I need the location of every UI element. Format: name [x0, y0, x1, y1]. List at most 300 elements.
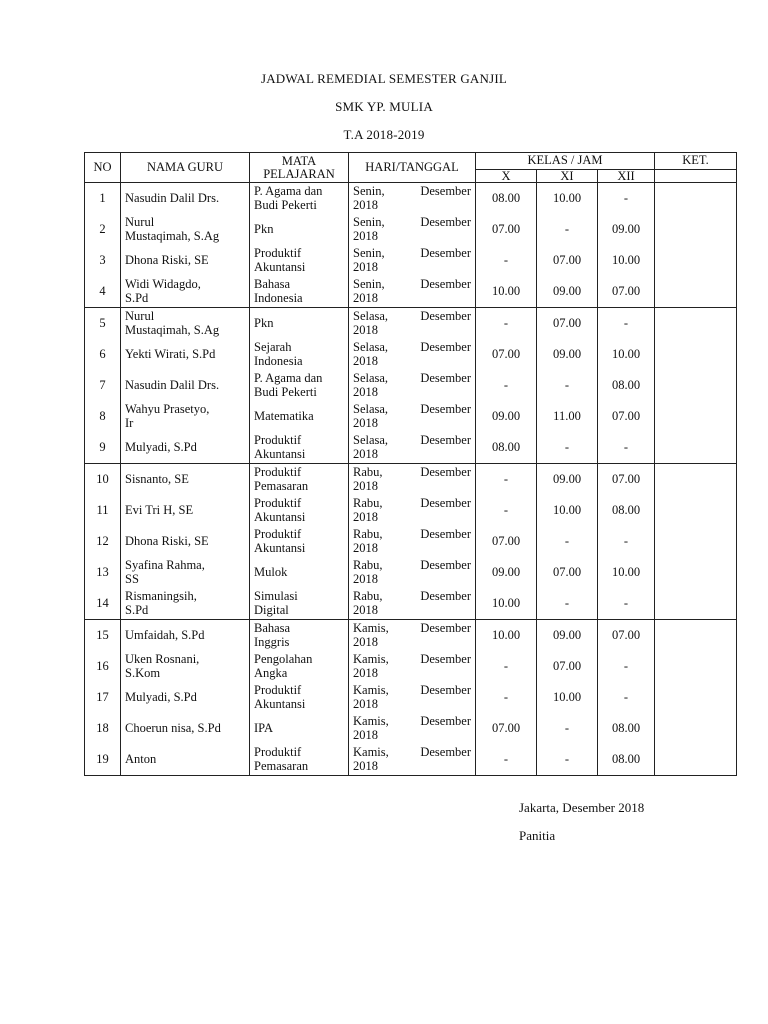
- cell-jam-x: 07.00: [476, 526, 537, 557]
- cell-mata-pelajaran: [250, 308, 349, 340]
- cell-nama-guru: [121, 464, 250, 496]
- header-no: NO: [85, 153, 121, 183]
- cell-mata-pelajaran: [250, 495, 349, 526]
- day-name: Rabu,: [353, 527, 383, 541]
- subject-line: Akuntansi: [254, 259, 306, 274]
- cell-jam-xi: 07.00: [537, 308, 598, 340]
- month-name: Desember: [420, 714, 471, 728]
- month-name: Desember: [420, 652, 471, 666]
- month-name: Desember: [420, 433, 471, 447]
- signer-label: Panitia: [519, 828, 556, 843]
- day-name: Rabu,: [353, 589, 383, 603]
- teacher-name-line: Nasudin Dalil Drs.: [125, 377, 220, 392]
- cell-nama-guru: [121, 495, 250, 526]
- cell-jam-xi: 09.00: [537, 276, 598, 308]
- teacher-name-line: Dhona Riski, SE: [125, 252, 209, 267]
- day-name: Kamis,: [353, 745, 389, 759]
- cell-jam-x: 07.00: [476, 214, 537, 245]
- teacher-name-line: Rismaningsih,: [125, 589, 197, 603]
- cell-no: 6: [85, 339, 121, 370]
- cell-jam-x: -: [476, 370, 537, 401]
- cell-jam-xii: 08.00: [598, 713, 655, 744]
- teacher-name-line: Yekti Wirati, S.Pd: [125, 346, 216, 361]
- cell-jam-x: 10.00: [476, 276, 537, 308]
- date-line: [353, 622, 471, 636]
- month-name: Desember: [420, 402, 471, 416]
- teacher-name-line: Mulyadi, S.Pd: [125, 439, 197, 454]
- table-row: [85, 308, 737, 340]
- table-row: [85, 370, 737, 401]
- cell-no: 5: [85, 308, 121, 340]
- date-line: [353, 497, 471, 511]
- table-row: [85, 651, 737, 682]
- subject-line: P. Agama dan: [254, 371, 323, 385]
- cell-jam-xii: 10.00: [598, 557, 655, 588]
- subject-line: Akuntansi: [254, 446, 306, 461]
- cell-nama-guru: [121, 620, 250, 652]
- cell-ket: [655, 464, 737, 496]
- header-kelas-xi: XI: [537, 170, 598, 183]
- day-name: Rabu,: [353, 465, 383, 479]
- cell-nama-guru: [121, 713, 250, 744]
- cell-jam-xi: -: [537, 744, 598, 776]
- cell-nama-guru: [121, 276, 250, 308]
- cell-mata-pelajaran: [250, 588, 349, 620]
- date-line: [353, 434, 471, 448]
- cell-ket: [655, 495, 737, 526]
- subject-line: Bahasa: [254, 621, 291, 635]
- cell-ket: [655, 276, 737, 308]
- date-line: [353, 466, 471, 480]
- cell-jam-x: -: [476, 682, 537, 713]
- cell-hari-tanggal: [349, 370, 476, 401]
- subject-line: Produktif: [254, 683, 302, 697]
- subject-line: IPA: [254, 720, 273, 735]
- cell-hari-tanggal: [349, 245, 476, 276]
- day-name: Kamis,: [353, 652, 389, 666]
- cell-jam-x: 10.00: [476, 588, 537, 620]
- year: 2018: [353, 478, 378, 493]
- cell-jam-x: -: [476, 495, 537, 526]
- cell-jam-x: 09.00: [476, 557, 537, 588]
- table-row: [85, 214, 737, 245]
- cell-jam-xi: -: [537, 526, 598, 557]
- cell-ket: [655, 713, 737, 744]
- cell-jam-xii: 07.00: [598, 464, 655, 496]
- cell-jam-xi: 09.00: [537, 464, 598, 496]
- day-name: Rabu,: [353, 496, 383, 510]
- subject-line: Matematika: [254, 408, 314, 423]
- cell-mata-pelajaran: [250, 526, 349, 557]
- cell-no: 19: [85, 744, 121, 776]
- table-row: [85, 464, 737, 496]
- teacher-name-line: SS: [125, 571, 139, 586]
- subject-line: Produktif: [254, 496, 302, 510]
- month-name: Desember: [420, 371, 471, 385]
- cell-nama-guru: [121, 370, 250, 401]
- date-line: [353, 278, 471, 292]
- cell-nama-guru: [121, 744, 250, 776]
- subject-line: Mulok: [254, 564, 288, 579]
- table-row: [85, 682, 737, 713]
- month-name: Desember: [420, 277, 471, 291]
- cell-jam-x: 07.00: [476, 339, 537, 370]
- subject-line: P. Agama dan: [254, 184, 323, 198]
- cell-mata-pelajaran: [250, 432, 349, 464]
- teacher-name-line: Mustaqimah, S.Ag: [125, 228, 220, 243]
- cell-jam-xi: 07.00: [537, 557, 598, 588]
- cell-hari-tanggal: [349, 744, 476, 776]
- day-name: Senin,: [353, 184, 385, 198]
- cell-hari-tanggal: [349, 401, 476, 432]
- cell-jam-xii: 10.00: [598, 339, 655, 370]
- cell-no: 9: [85, 432, 121, 464]
- cell-ket: [655, 651, 737, 682]
- cell-nama-guru: [121, 401, 250, 432]
- subject-line: Akuntansi: [254, 540, 306, 555]
- cell-hari-tanggal: [349, 651, 476, 682]
- header-ket-blank: [655, 170, 737, 183]
- cell-nama-guru: [121, 308, 250, 340]
- year: 2018: [353, 602, 378, 617]
- header-nama-guru: NAMA GURU: [121, 153, 250, 183]
- cell-hari-tanggal: [349, 276, 476, 308]
- cell-jam-xi: 09.00: [537, 620, 598, 652]
- day-name: Rabu,: [353, 558, 383, 572]
- cell-nama-guru: [121, 339, 250, 370]
- remedial-schedule-table: [84, 152, 737, 776]
- month-name: Desember: [420, 184, 471, 198]
- teacher-name-line: S.Kom: [125, 665, 161, 680]
- header-mata-pelajaran-line2: PELAJARAN: [263, 166, 335, 181]
- cell-hari-tanggal: [349, 713, 476, 744]
- subject-line: Indonesia: [254, 353, 303, 368]
- cell-jam-xi: -: [537, 432, 598, 464]
- teacher-name-line: Nurul: [125, 309, 155, 323]
- table-row: [85, 620, 737, 652]
- subject-line: Sejarah: [254, 340, 292, 354]
- cell-no: 18: [85, 713, 121, 744]
- cell-ket: [655, 401, 737, 432]
- subject-line: Pkn: [254, 221, 274, 236]
- table-row: [85, 245, 737, 276]
- year: 2018: [353, 696, 378, 711]
- cell-jam-x: 09.00: [476, 401, 537, 432]
- teacher-name-line: Uken Rosnani,: [125, 652, 200, 666]
- cell-mata-pelajaran: [250, 620, 349, 652]
- day-name: Selasa,: [353, 402, 389, 416]
- teacher-name-line: S.Pd: [125, 602, 149, 617]
- cell-jam-x: 07.00: [476, 713, 537, 744]
- cell-jam-x: -: [476, 308, 537, 340]
- teacher-name-line: Ir: [125, 415, 134, 430]
- subject-line: Angka: [254, 665, 288, 680]
- cell-jam-x: 08.00: [476, 432, 537, 464]
- date-line: [353, 247, 471, 261]
- cell-mata-pelajaran: [250, 682, 349, 713]
- cell-mata-pelajaran: [250, 744, 349, 776]
- cell-jam-xii: 09.00: [598, 214, 655, 245]
- table-row: [85, 588, 737, 620]
- subject-line: Produktif: [254, 527, 302, 541]
- year: 2018: [353, 290, 378, 305]
- cell-mata-pelajaran: [250, 370, 349, 401]
- month-name: Desember: [420, 558, 471, 572]
- cell-no: 16: [85, 651, 121, 682]
- header-mata-pelajaran: [250, 153, 349, 183]
- subject-line: Akuntansi: [254, 509, 306, 524]
- cell-jam-xii: 08.00: [598, 370, 655, 401]
- month-name: Desember: [420, 527, 471, 541]
- table-row: [85, 339, 737, 370]
- subject-line: Indonesia: [254, 290, 303, 305]
- cell-jam-xi: 11.00: [537, 401, 598, 432]
- year: 2018: [353, 322, 378, 337]
- place-date: Jakarta, Desember 2018: [519, 800, 645, 815]
- cell-jam-xi: -: [537, 713, 598, 744]
- date-line: [353, 216, 471, 230]
- teacher-name-line: Evi Tri H, SE: [125, 502, 194, 517]
- date-line: [353, 528, 471, 542]
- cell-jam-xii: 07.00: [598, 401, 655, 432]
- cell-jam-xii: -: [598, 682, 655, 713]
- cell-no: 17: [85, 682, 121, 713]
- cell-ket: [655, 183, 737, 215]
- date-line: [353, 372, 471, 386]
- subject-line: Pkn: [254, 315, 274, 330]
- day-name: Senin,: [353, 246, 385, 260]
- cell-jam-x: -: [476, 651, 537, 682]
- cell-mata-pelajaran: [250, 401, 349, 432]
- subject-line: Simulasi: [254, 589, 298, 603]
- cell-jam-xii: -: [598, 526, 655, 557]
- cell-no: 10: [85, 464, 121, 496]
- cell-hari-tanggal: [349, 183, 476, 215]
- cell-ket: [655, 432, 737, 464]
- date-line: [353, 185, 471, 199]
- cell-jam-xii: -: [598, 308, 655, 340]
- cell-ket: [655, 308, 737, 340]
- cell-ket: [655, 588, 737, 620]
- document-title: JADWAL REMEDIAL SEMESTER GANJIL: [260, 71, 508, 86]
- cell-jam-x: -: [476, 464, 537, 496]
- cell-hari-tanggal: [349, 588, 476, 620]
- year: 2018: [353, 540, 378, 555]
- teacher-name-line: Umfaidah, S.Pd: [125, 627, 205, 642]
- header-kelas-jam: KELAS / JAM: [476, 153, 655, 170]
- cell-no: 12: [85, 526, 121, 557]
- day-name: Kamis,: [353, 683, 389, 697]
- cell-mata-pelajaran: [250, 651, 349, 682]
- cell-jam-xi: 10.00: [537, 183, 598, 215]
- day-name: Selasa,: [353, 371, 389, 385]
- month-name: Desember: [420, 465, 471, 479]
- date-line: [353, 403, 471, 417]
- cell-no: 2: [85, 214, 121, 245]
- subject-line: Bahasa: [254, 277, 291, 291]
- cell-jam-xii: -: [598, 183, 655, 215]
- subject-line: Produktif: [254, 465, 302, 479]
- teacher-name-line: Mustaqimah, S.Ag: [125, 322, 220, 337]
- academic-year: T.A 2018-2019: [343, 127, 425, 142]
- cell-hari-tanggal: [349, 339, 476, 370]
- teacher-name-line: Choerun nisa, S.Pd: [125, 720, 221, 735]
- cell-jam-xi: -: [537, 370, 598, 401]
- subject-line: Produktif: [254, 745, 302, 759]
- teacher-name-line: Nasudin Dalil Drs.: [125, 190, 220, 205]
- cell-no: 4: [85, 276, 121, 308]
- cell-jam-xi: -: [537, 588, 598, 620]
- teacher-name-line: Mulyadi, S.Pd: [125, 689, 197, 704]
- cell-nama-guru: [121, 682, 250, 713]
- cell-jam-xii: 07.00: [598, 276, 655, 308]
- table-row: [85, 557, 737, 588]
- cell-hari-tanggal: [349, 308, 476, 340]
- header-hari-tanggal: HARI/TANGGAL: [349, 153, 476, 183]
- teacher-name-line: Sisnanto, SE: [125, 471, 189, 486]
- cell-jam-xii: 07.00: [598, 620, 655, 652]
- teacher-name-line: Anton: [125, 751, 157, 766]
- date-line: [353, 653, 471, 667]
- month-name: Desember: [420, 496, 471, 510]
- date-line: [353, 310, 471, 324]
- cell-jam-x: -: [476, 245, 537, 276]
- cell-jam-xii: -: [598, 588, 655, 620]
- cell-ket: [655, 245, 737, 276]
- cell-hari-tanggal: [349, 214, 476, 245]
- day-name: Selasa,: [353, 433, 389, 447]
- cell-jam-xii: 08.00: [598, 495, 655, 526]
- cell-ket: [655, 744, 737, 776]
- header-kelas-x: X: [476, 170, 537, 183]
- cell-jam-xii: 10.00: [598, 245, 655, 276]
- cell-hari-tanggal: [349, 495, 476, 526]
- subject-line: Inggris: [254, 634, 290, 649]
- cell-no: 1: [85, 183, 121, 215]
- cell-hari-tanggal: [349, 526, 476, 557]
- cell-jam-xi: 10.00: [537, 495, 598, 526]
- subject-line: Produktif: [254, 433, 302, 447]
- teacher-name-line: Wahyu Prasetyo,: [125, 402, 210, 416]
- cell-mata-pelajaran: [250, 557, 349, 588]
- month-name: Desember: [420, 683, 471, 697]
- cell-nama-guru: [121, 557, 250, 588]
- subject-line: Produktif: [254, 246, 302, 260]
- month-name: Desember: [420, 745, 471, 759]
- date-line: [353, 746, 471, 760]
- cell-jam-x: 10.00: [476, 620, 537, 652]
- header-kelas-xii: XII: [598, 170, 655, 183]
- subject-line: Budi Pekerti: [254, 384, 317, 399]
- cell-no: 13: [85, 557, 121, 588]
- month-name: Desember: [420, 246, 471, 260]
- year: 2018: [353, 571, 378, 586]
- year: 2018: [353, 197, 378, 212]
- year: 2018: [353, 634, 378, 649]
- day-name: Senin,: [353, 215, 385, 229]
- year: 2018: [353, 228, 378, 243]
- month-name: Desember: [420, 621, 471, 635]
- table-row: [85, 276, 737, 308]
- subject-line: Pengolahan: [254, 652, 313, 666]
- cell-jam-xi: -: [537, 214, 598, 245]
- cell-jam-x: -: [476, 744, 537, 776]
- date-line: [353, 341, 471, 355]
- year: 2018: [353, 509, 378, 524]
- cell-ket: [655, 370, 737, 401]
- cell-nama-guru: [121, 588, 250, 620]
- cell-no: 14: [85, 588, 121, 620]
- year: 2018: [353, 259, 378, 274]
- cell-hari-tanggal: [349, 557, 476, 588]
- cell-mata-pelajaran: [250, 214, 349, 245]
- cell-nama-guru: [121, 245, 250, 276]
- teacher-name-line: Nurul: [125, 215, 155, 229]
- header-mata-pelajaran-line1: MATA: [281, 153, 317, 168]
- cell-jam-xi: 10.00: [537, 682, 598, 713]
- cell-ket: [655, 526, 737, 557]
- table-row: [85, 526, 737, 557]
- teacher-name-line: Widi Widagdo,: [125, 277, 201, 291]
- table-row: [85, 495, 737, 526]
- cell-ket: [655, 620, 737, 652]
- day-name: Kamis,: [353, 714, 389, 728]
- cell-mata-pelajaran: [250, 183, 349, 215]
- cell-mata-pelajaran: [250, 245, 349, 276]
- table-row: [85, 713, 737, 744]
- year: 2018: [353, 384, 378, 399]
- cell-no: 8: [85, 401, 121, 432]
- subject-line: Digital: [254, 602, 289, 617]
- subject-line: Pemasaran: [254, 478, 309, 493]
- month-name: Desember: [420, 215, 471, 229]
- cell-jam-xii: 08.00: [598, 744, 655, 776]
- cell-hari-tanggal: [349, 620, 476, 652]
- header-ket: KET.: [655, 153, 737, 170]
- cell-jam-xi: 07.00: [537, 245, 598, 276]
- cell-jam-x: 08.00: [476, 183, 537, 215]
- year: 2018: [353, 758, 378, 773]
- year: 2018: [353, 727, 378, 742]
- cell-nama-guru: [121, 432, 250, 464]
- subject-line: Akuntansi: [254, 696, 306, 711]
- cell-jam-xii: -: [598, 432, 655, 464]
- date-line: [353, 715, 471, 729]
- cell-no: 7: [85, 370, 121, 401]
- day-name: Selasa,: [353, 309, 389, 323]
- cell-hari-tanggal: [349, 432, 476, 464]
- cell-ket: [655, 339, 737, 370]
- table-row: [85, 432, 737, 464]
- cell-mata-pelajaran: [250, 713, 349, 744]
- subject-line: Budi Pekerti: [254, 197, 317, 212]
- cell-mata-pelajaran: [250, 464, 349, 496]
- table-row: [85, 183, 737, 215]
- cell-no: 15: [85, 620, 121, 652]
- subject-line: Pemasaran: [254, 758, 309, 773]
- cell-jam-xi: 09.00: [537, 339, 598, 370]
- cell-nama-guru: [121, 651, 250, 682]
- cell-no: 3: [85, 245, 121, 276]
- month-name: Desember: [420, 340, 471, 354]
- teacher-name-line: Syafina Rahma,: [125, 558, 205, 572]
- cell-ket: [655, 557, 737, 588]
- date-line: [353, 559, 471, 573]
- year: 2018: [353, 353, 378, 368]
- table-row: [85, 744, 737, 776]
- cell-nama-guru: [121, 526, 250, 557]
- cell-hari-tanggal: [349, 464, 476, 496]
